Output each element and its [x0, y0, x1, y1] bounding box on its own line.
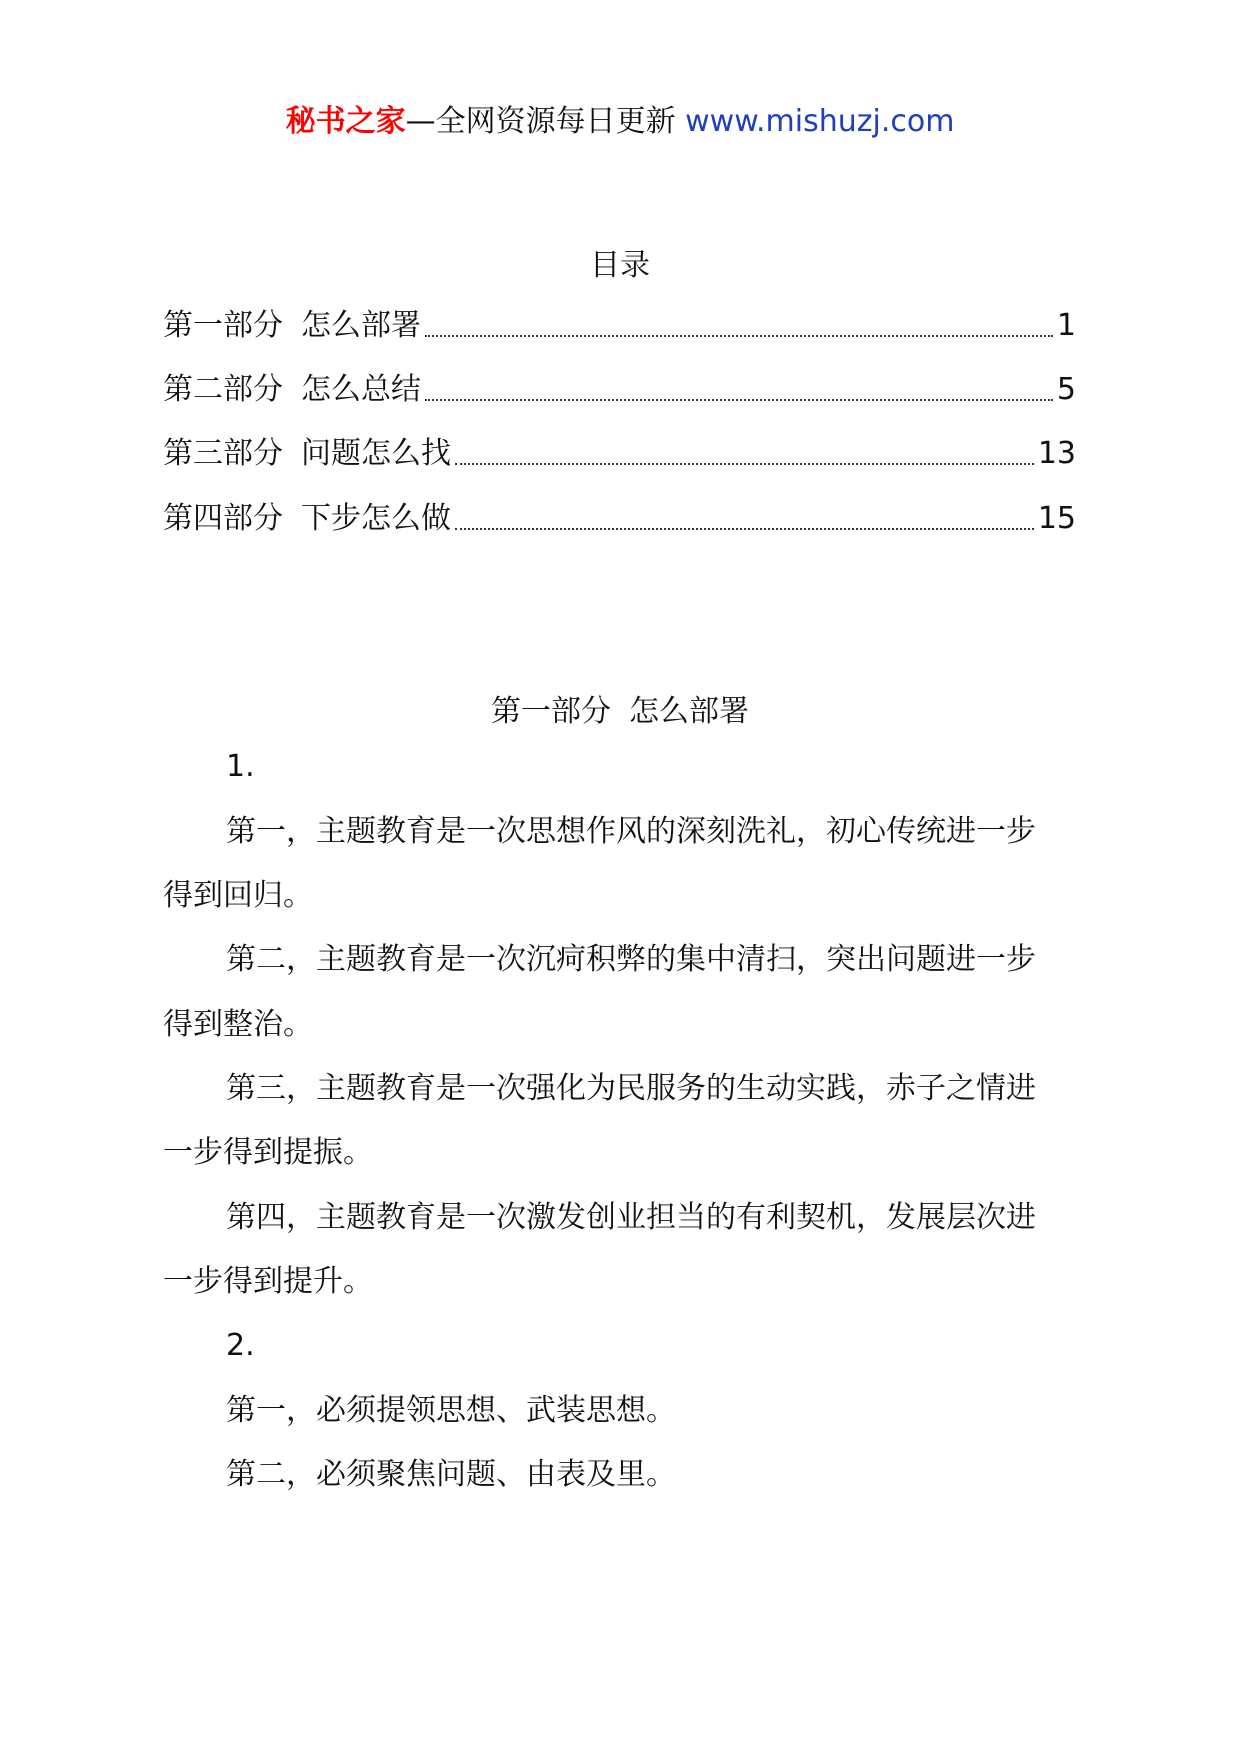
- toc-entry-part: 第二部分: [163, 372, 283, 407]
- paragraph-line: 一步得到提振。: [163, 1135, 373, 1170]
- toc-entry[interactable]: [163, 497, 1076, 541]
- toc-leader-dots: [455, 528, 1034, 530]
- brand-name: 秘书之家: [285, 104, 406, 139]
- toc-entry-title: 下步怎么做: [301, 501, 451, 536]
- list-number: 1.: [226, 749, 255, 784]
- toc-title: 目录: [590, 248, 650, 283]
- toc-entry-part: 第三部分: [163, 436, 283, 471]
- toc-leader-dots: [455, 463, 1034, 465]
- toc-entry-title: 问题怎么找: [301, 436, 451, 471]
- site-url-link[interactable]: www.mishuzj.com: [685, 104, 955, 139]
- toc-entry[interactable]: [163, 368, 1076, 412]
- toc-entry-page: 1: [1056, 308, 1076, 343]
- paragraph-line: 第一，主题教育是一次思想作风的深刻洗礼，初心传统进一步: [226, 814, 1036, 849]
- toc-leader-dots: [425, 399, 1053, 401]
- list-number: 2.: [226, 1328, 255, 1363]
- toc-entry[interactable]: [163, 432, 1076, 476]
- toc-entry-page: 15: [1037, 501, 1076, 536]
- toc-entry-label: [163, 432, 451, 476]
- section-heading-part: 第一部分: [491, 694, 611, 729]
- paragraph-line: 一步得到提升。: [163, 1264, 373, 1299]
- toc-entry-page: 5: [1056, 372, 1076, 407]
- page-header: [0, 100, 1240, 144]
- paragraph-line: 得到整治。: [163, 1007, 313, 1042]
- paragraph-line: 第二，主题教育是一次沉疴积弊的集中清扫，突出问题进一步: [226, 942, 1036, 977]
- section-heading: [0, 690, 1240, 734]
- header-tagline: —全网资源每日更新: [405, 104, 676, 139]
- toc-entry-title: 怎么部署: [301, 308, 421, 343]
- paragraph-line: 第四，主题教育是一次激发创业担当的有利契机，发展层次进: [226, 1200, 1036, 1235]
- toc-entry-label: [163, 497, 451, 541]
- paragraph-line: 第三，主题教育是一次强化为民服务的生动实践，赤子之情进: [226, 1071, 1036, 1106]
- section-heading-title: 怎么部署: [629, 694, 749, 729]
- toc-entry-part: 第一部分: [163, 308, 283, 343]
- toc-entry-title: 怎么总结: [301, 372, 421, 407]
- paragraph-line: 得到回归。: [163, 878, 313, 913]
- toc-entry-label: [163, 304, 421, 348]
- paragraph-line: 第二，必须聚焦问题、由表及里。: [226, 1457, 676, 1492]
- toc-entry-part: 第四部分: [163, 501, 283, 536]
- toc-leader-dots: [425, 335, 1053, 337]
- paragraph-line: 第一，必须提领思想、武装思想。: [226, 1393, 676, 1428]
- toc-entry-label: [163, 368, 421, 412]
- toc-entry[interactable]: [163, 304, 1076, 348]
- toc-entry-page: 13: [1037, 436, 1076, 471]
